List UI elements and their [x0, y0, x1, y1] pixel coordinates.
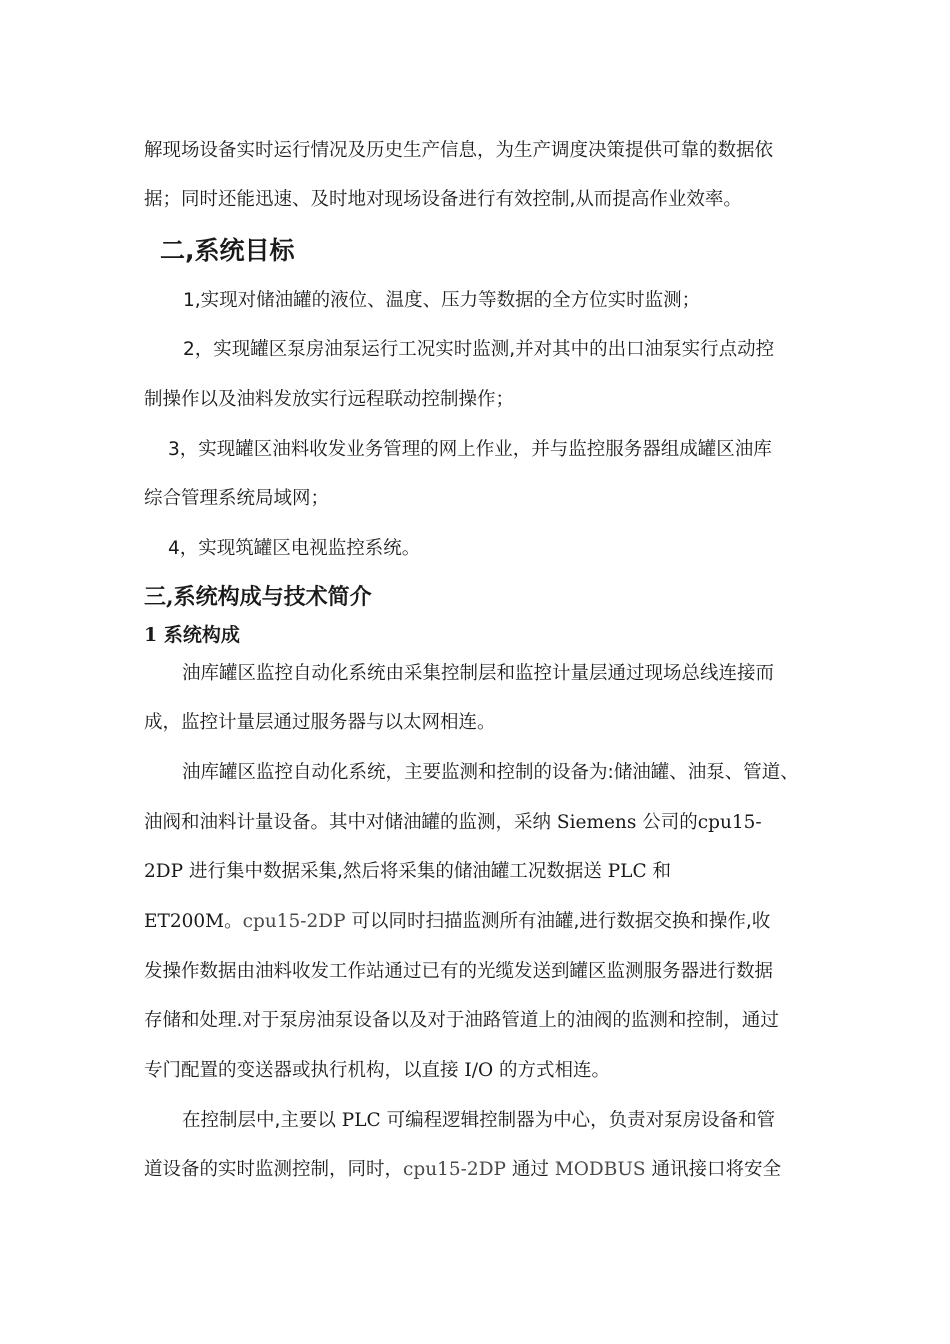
text-run: 油库罐区监控自动化系统，主要监测和控制的设备为:储油罐、油泵、管道、 — [182, 762, 799, 783]
paragraph-line — [144, 810, 762, 836]
paragraph-line: 发操作数据由油料收发工作站通过已有的光缆发送到罐区监测服务器进行数据 — [144, 961, 774, 982]
text-run: cpu15-2DP — [403, 1159, 506, 1180]
goal-item-3: 3，实现罐区油料收发业务管理的网上作业，并与监控服务器组成罐区油库 — [168, 439, 772, 460]
text-run: 的方式相连。 — [499, 1060, 611, 1081]
section-heading-structure: 三,系统构成与技术简介 — [144, 584, 372, 610]
goal-item-3-cont: 综合管理系统局域网； — [144, 488, 330, 509]
paragraph-line: 成，监控计量层通过服务器与以太网相连。 — [144, 712, 496, 733]
paragraph-line: 解现场设备实时运行情况及历史生产信息，为生产调度决策提供可靠的数据依 — [144, 140, 774, 161]
text-run: cpu15- — [697, 812, 762, 833]
paragraph-line: 存储和处理.对于泵房油泵设备以及对于油路管道上的油阀的监测和控制，通过 — [144, 1010, 779, 1031]
paragraph-line — [144, 859, 671, 885]
text-run: 2DP — [144, 861, 184, 882]
text-run: Siemens — [556, 812, 637, 833]
paragraph-line — [182, 1108, 775, 1134]
text-run: PLC — [607, 861, 647, 882]
paragraph-line: 据；同时还能迅速、及时地对现场设备进行有效控制,从而提高作业效率。 — [144, 189, 742, 210]
text-run: 通讯接口将安全 — [651, 1159, 781, 1180]
text-run: PLC — [341, 1110, 381, 1131]
text-run: 道设备的实时监测控制，同时， — [144, 1159, 404, 1180]
text-run: 在控制层中,主要以 — [182, 1110, 336, 1131]
goal-item-2-cont: 制操作以及油料发放实行远程联动控制操作； — [144, 389, 515, 410]
text-run: 专门配置的变送器或执行机构，以直接 — [144, 1060, 459, 1081]
goal-item-4: 4，实现筑罐区电视监控系统。 — [168, 538, 421, 559]
text-run: 油阀和油料计量设备。其中对储油罐的监测，采纳 — [144, 812, 552, 833]
goal-item-2: 2，实现罐区泵房油泵运行工况实时监测,并对其中的出口油泵实行点动控 — [183, 339, 775, 360]
text-run: 公司的 — [642, 812, 698, 833]
text-run: I/O — [464, 1060, 494, 1081]
text-run: ET200M。 — [144, 911, 243, 932]
paragraph-line: 油库罐区监控自动化系统由采集控制层和监控计量层通过现场总线连接而 — [182, 663, 775, 684]
text-run: cpu15-2DP — [242, 911, 346, 932]
text-run: 和 — [652, 861, 672, 882]
text-run: 可以同时扫描监测所有油罐,进行数据交换和操作,收 — [351, 911, 771, 932]
section-heading-goals: 二,系统目标 — [160, 236, 295, 265]
goal-item-1: 1,实现对储油罐的液位、温度、压力等数据的全方位实时监测； — [183, 290, 701, 311]
paragraph-line — [182, 760, 799, 786]
text-run: 通过 — [511, 1159, 549, 1180]
text-run: 进行集中数据采集,然后将采集的储油罐工况数据送 — [188, 861, 602, 882]
text-run: MODBUS — [554, 1159, 646, 1180]
paragraph-line — [144, 1157, 781, 1183]
subsection-heading: 1 系统构成 — [144, 624, 240, 646]
paragraph-line — [144, 1058, 610, 1084]
text-run: 可编程逻辑控制器为中心，负责对泵房设备和管 — [386, 1110, 776, 1131]
paragraph-line — [144, 909, 770, 935]
